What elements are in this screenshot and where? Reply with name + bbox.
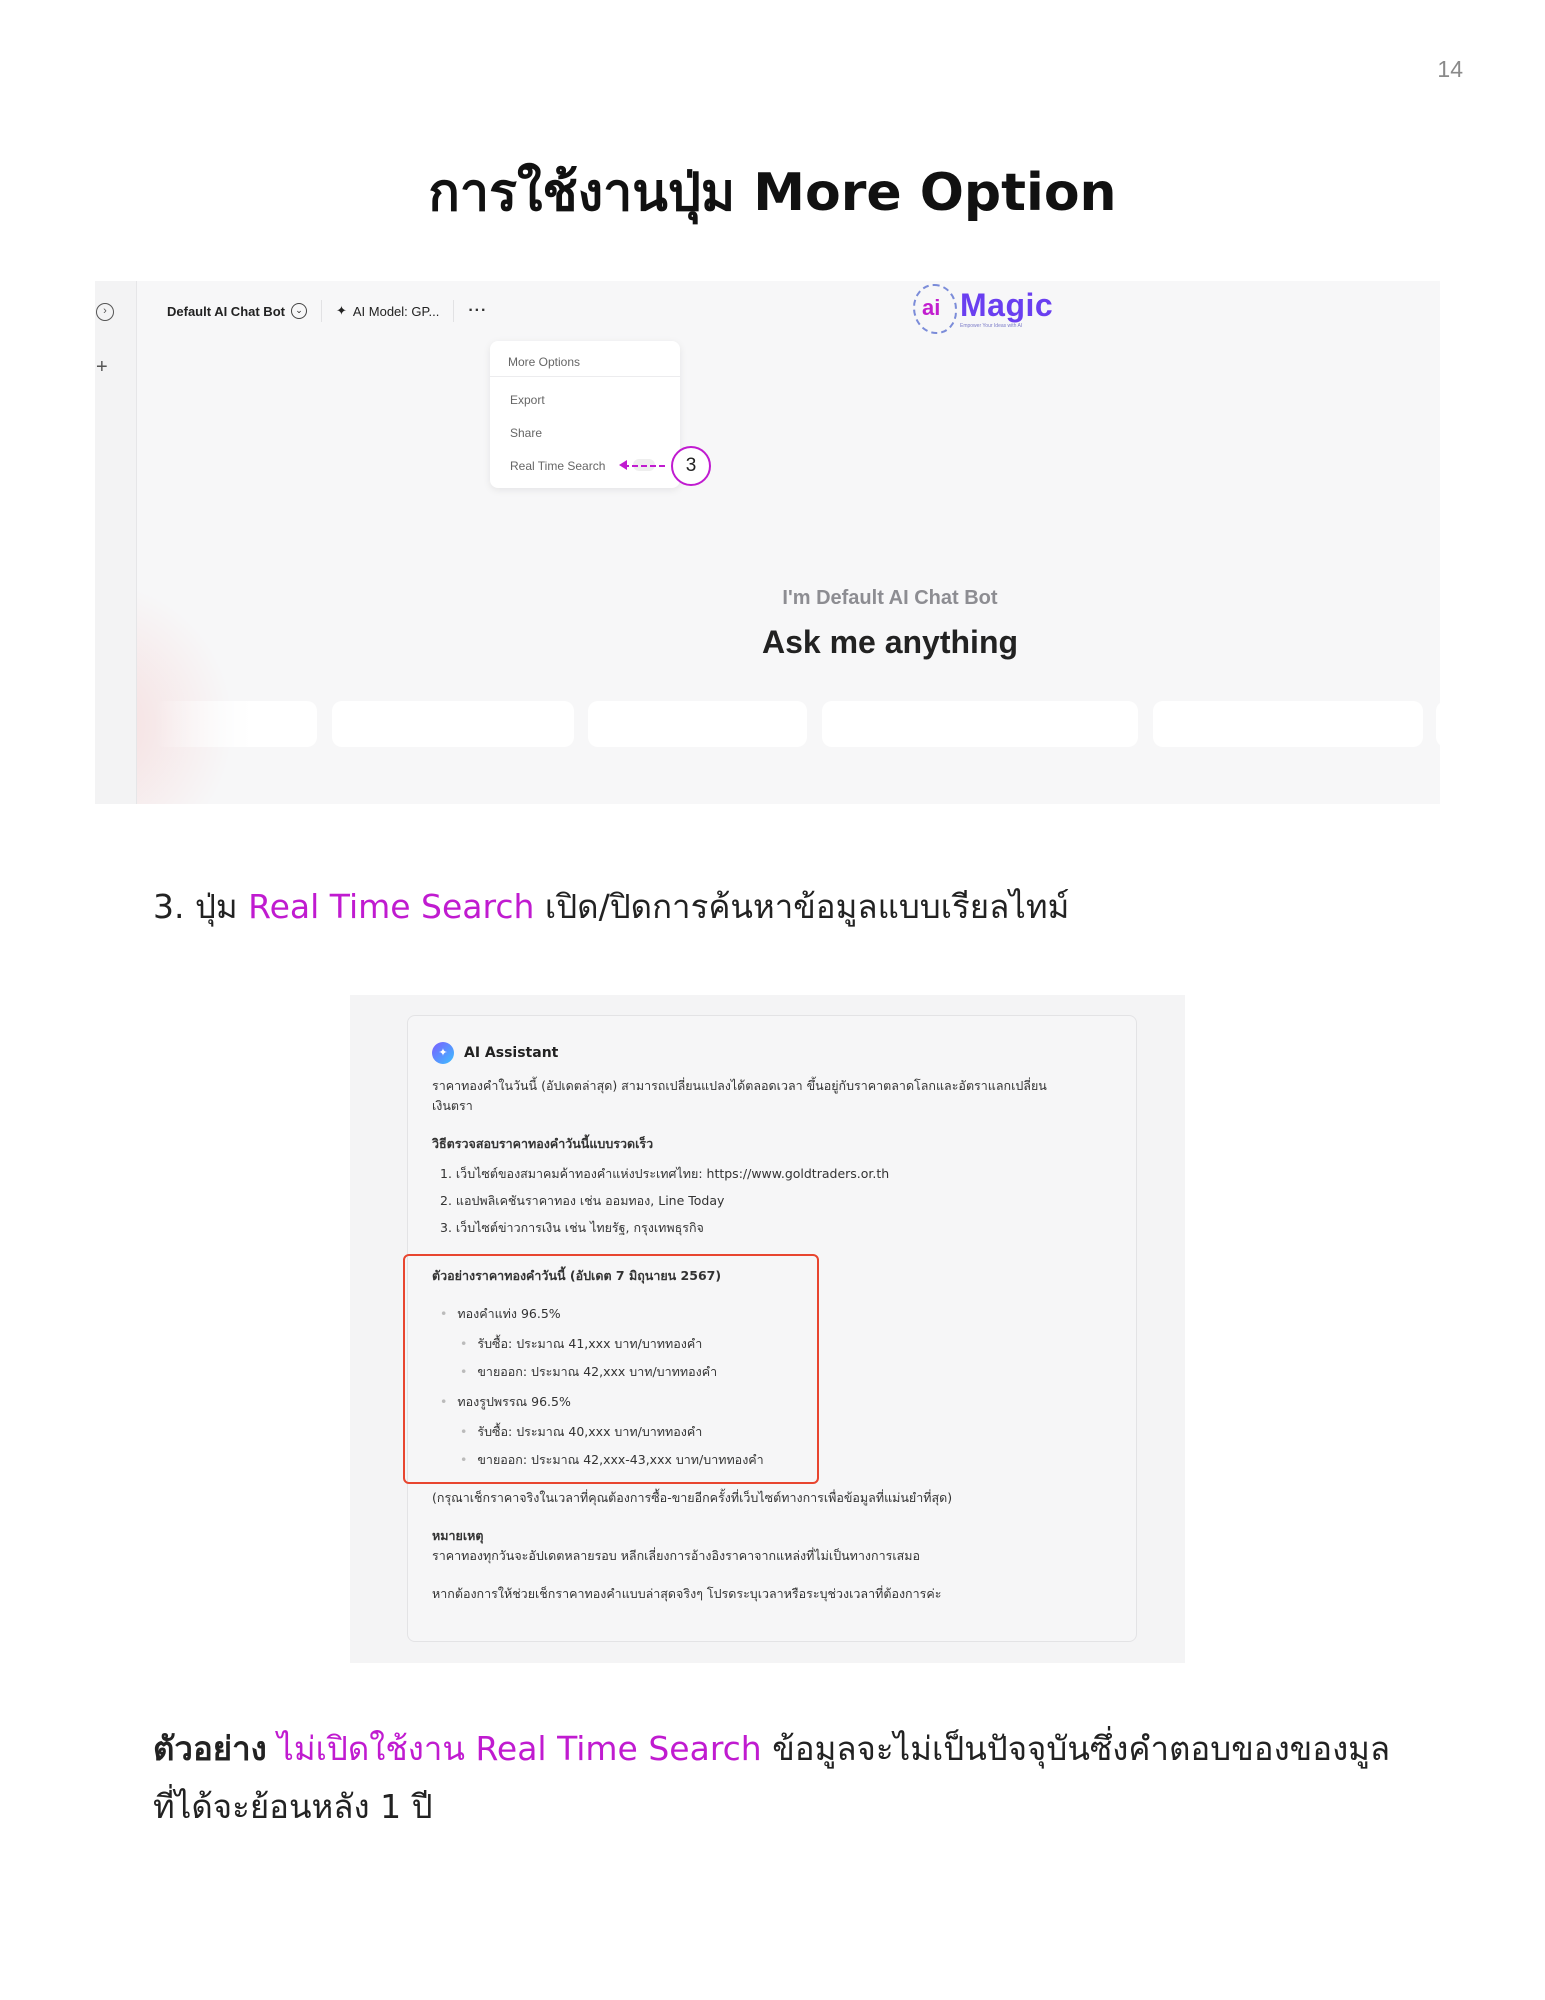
ornament-gold: ทองรูปพรรณ 96.5%	[457, 1394, 571, 1409]
bullet: •	[460, 1424, 468, 1439]
menu-header: More Options	[508, 355, 581, 369]
menu-divider	[490, 376, 680, 377]
bullet: •	[460, 1336, 468, 1351]
bot-selector[interactable]	[167, 303, 307, 319]
bullet: •	[440, 1306, 448, 1321]
callout-arrow-line	[623, 465, 665, 467]
hero-title: Ask me anything	[761, 624, 1019, 660]
bullet: •	[460, 1364, 468, 1379]
ornament-buy: รับซื้อ: ประมาณ 40,xxx บาท/บาททองคำ	[477, 1424, 703, 1439]
step-suffix: เปิด/ปิดการค้นหาข้อมูลแบบเรียลไทม์	[534, 887, 1070, 926]
bot-name: Default AI Chat Bot	[167, 303, 285, 319]
step-highlight: Real Time Search	[248, 887, 535, 926]
menu-item-export[interactable]: Export	[510, 393, 545, 407]
bar-buy: รับซื้อ: ประมาณ 41,xxx บาท/บาททองคำ	[477, 1336, 703, 1351]
menu-item-share[interactable]: Share	[510, 426, 543, 440]
callout-number: 3	[671, 446, 711, 486]
sidebar-rail	[95, 281, 137, 804]
page-title: การใช้งานปุ่ม More Option	[428, 163, 1117, 223]
example-paragraph	[153, 1720, 1403, 1836]
closing-text: หากต้องการให้ช่วยเช็กราคาทองคำแบบล่าสุดจริงๆ โปรดระบุเวลาหรือระบุช่วงเวลาที่ต้องการค่ะ	[432, 1586, 942, 1601]
step-prefix: 3. ปุ่ม	[153, 887, 249, 926]
suggestion-card[interactable]	[155, 701, 317, 747]
logo-ai-text: ai	[922, 295, 941, 320]
logo-tagline: Empower Your Ideas with AI	[960, 323, 1023, 329]
sparkle-icon: ✦	[335, 303, 347, 318]
highlight-box	[403, 1254, 819, 1484]
chevron-down-icon: ⌄	[291, 303, 307, 319]
divider	[321, 300, 322, 322]
bullet: •	[440, 1394, 448, 1409]
bar-gold: ทองคำแท่ง 96.5%	[457, 1306, 561, 1321]
example-lead: ตัวอย่าง	[153, 1729, 267, 1768]
menu-item-real-time-search[interactable]: Real Time Search	[510, 459, 606, 473]
ornament-sell: ขายออก: ประมาณ 42,xxx-43,xxx บาท/บาททองคำ	[477, 1452, 764, 1467]
new-chat-plus-icon[interactable]: +	[96, 356, 108, 378]
suggestion-card[interactable]	[588, 701, 807, 747]
bullet: •	[460, 1452, 468, 1467]
example-highlight: ไม่เปิดใช้งาน Real Time Search	[266, 1729, 762, 1768]
assistant-sparkle-icon: ✦	[432, 1042, 454, 1064]
expand-sidebar-icon[interactable]: ›	[96, 303, 114, 321]
assistant-header	[432, 1042, 558, 1064]
more-options-button[interactable]: ···	[468, 302, 488, 319]
list-item: 1. เว็บไซต์ของสมาคมค้าทองคำแห่งประเทศไทย: https://www.goldtraders.or.th	[440, 1166, 890, 1181]
intro-line-2: เงินตรา	[432, 1098, 473, 1113]
list-item: 3. เว็บไซต์ข่าวการเงิน เช่น ไทยรัฐ, กรุงเทพธุรกิจ	[440, 1220, 704, 1235]
page-number: 14	[1437, 56, 1463, 82]
suggestion-card[interactable]	[1436, 701, 1440, 747]
logo-magic-text: Magic	[960, 287, 1054, 323]
callout-arrow-head	[619, 460, 627, 470]
model-label: AI Model: GP...	[352, 303, 440, 319]
suggestion-card[interactable]	[332, 701, 574, 747]
list-item: 2. แอปพลิเคชันราคาทอง เช่น ออมทอง, Line Today	[440, 1193, 725, 1208]
check-note: (กรุณาเช็กราคาจริงในเวลาที่คุณต้องการซื้อ-ขายอีกครั้งที่เว็บไซต์ทางการเพื่อข้อมูลที่แม่นยำที่สุด)	[432, 1490, 953, 1505]
intro-line-1: ราคาทองคำในวันนี้ (อัปเดตล่าสุด) สามารถเปลี่ยนแปลงได้ตลอดเวลา ขึ้นอยู่กับราคาตลาดโลกและอัตราแลกเปลี่ยน	[432, 1078, 1047, 1093]
assistant-name: AI Assistant	[464, 1045, 559, 1061]
suggestion-card[interactable]	[1153, 701, 1423, 747]
top-bar	[167, 299, 487, 323]
bar-sell: ขายออก: ประมาณ 42,xxx บาท/บาททองคำ	[477, 1364, 718, 1379]
divider	[453, 300, 454, 322]
check-heading: วิธีตรวจสอบราคาทองคำวันนี้แบบรวดเร็ว	[432, 1136, 654, 1151]
step-3-description	[153, 880, 1069, 933]
example-heading: ตัวอย่างราคาทองคำวันนี้ (อัปเดต 7 มิถุนายน 2567)	[432, 1268, 722, 1283]
suggestion-card[interactable]	[822, 701, 1138, 747]
model-selector[interactable]	[336, 303, 439, 319]
ai-magic-logo	[910, 281, 1060, 341]
example-rest: ข้อมูลจะไม่เป็นปัจจุบันซึ่งคำตอบของของมูลที่ได้จะย้อนหลัง 1 ปี	[153, 1729, 1391, 1826]
note-text: ราคาทองทุกวันจะอัปเดตหลายรอบ หลีกเลี่ยงการอ้างอิงราคาจากแหล่งที่ไม่เป็นทางการเสมอ	[432, 1548, 920, 1563]
hero-subtitle: I'm Default AI Chat Bot	[782, 587, 998, 609]
note-heading: หมายเหตุ	[432, 1528, 484, 1543]
more-options-screenshot	[95, 281, 1440, 804]
